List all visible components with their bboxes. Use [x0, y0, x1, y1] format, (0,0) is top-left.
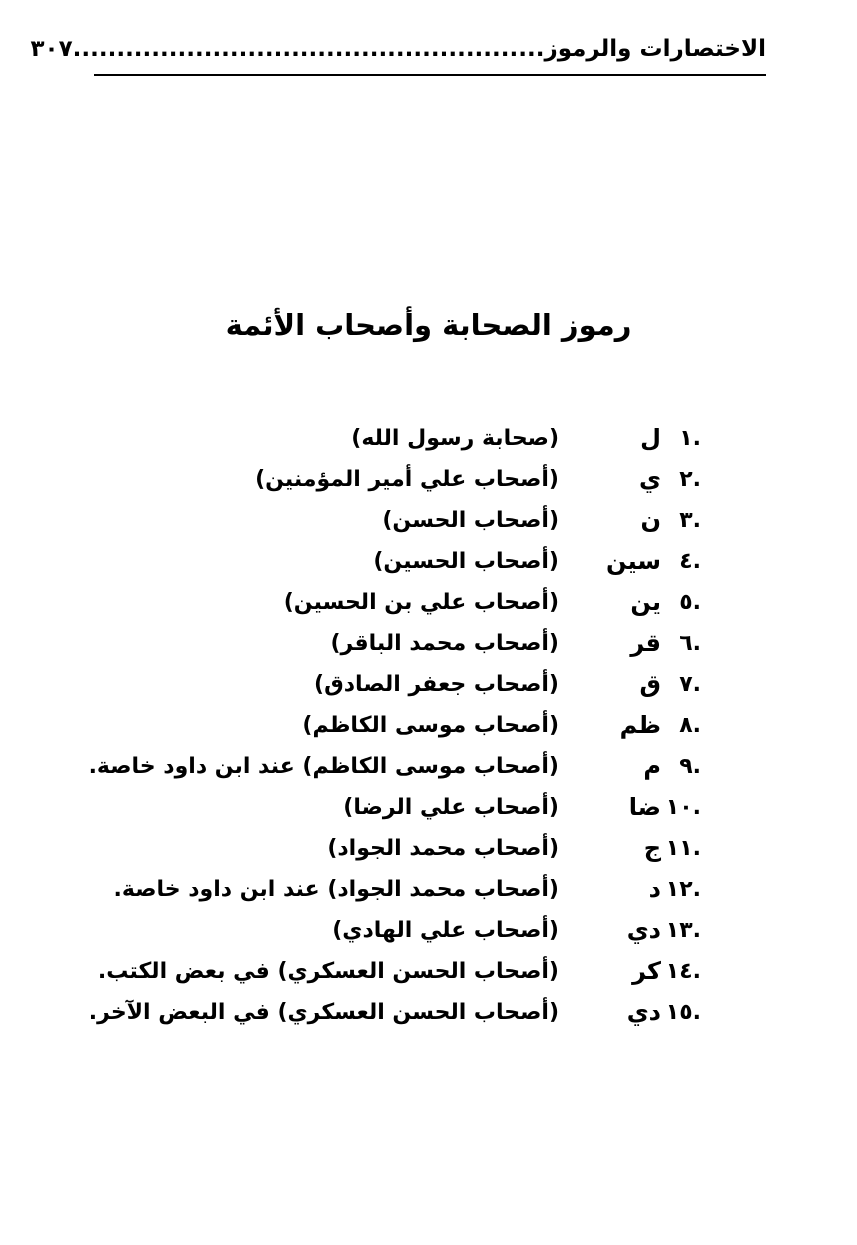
- item-number: ١٥.: [665, 1000, 701, 1025]
- item-number: ١.: [679, 426, 701, 451]
- list-item: [0, 506, 857, 544]
- list-item: [0, 711, 857, 749]
- list-item: [0, 465, 857, 503]
- item-description: (أصحاب الحسين): [373, 549, 559, 574]
- item-description: (أصحاب موسى الكاظم) عند ابن داود خاصة.: [88, 754, 559, 779]
- item-symbol: سين: [606, 547, 661, 575]
- item-number: ٤.: [679, 549, 701, 574]
- item-symbol: كر: [632, 957, 661, 985]
- item-description: (أصحاب الحسن العسكري) في بعض الكتب.: [97, 959, 559, 984]
- item-number: ٣.: [679, 508, 701, 533]
- list-item: [0, 547, 857, 585]
- item-description: (أصحاب علي بن الحسين): [283, 590, 559, 615]
- item-description: (أصحاب علي الهادي): [332, 918, 559, 943]
- item-description: (أصحاب موسى الكاظم): [302, 713, 559, 738]
- item-description: (أصحاب علي أمير المؤمنين): [255, 467, 559, 492]
- item-description: (أصحاب محمد الجواد): [327, 836, 559, 861]
- item-description: (أصحاب محمد الجواد) عند ابن داود خاصة.: [113, 877, 559, 902]
- item-number: ٨.: [679, 713, 701, 738]
- item-symbol: ظم: [619, 711, 661, 739]
- item-symbol: ج: [643, 834, 661, 862]
- page-header: [30, 30, 766, 76]
- item-symbol: د: [648, 875, 661, 903]
- list-item: [0, 793, 857, 831]
- item-symbol: ين: [630, 588, 661, 616]
- item-description: (أصحاب الحسن): [382, 508, 559, 533]
- list-item: [0, 957, 857, 995]
- list-item: [0, 875, 857, 913]
- item-number: ١٣.: [665, 918, 701, 943]
- list-item: [0, 424, 857, 462]
- item-description: (أصحاب الحسن العسكري) في البعض الآخر.: [88, 1000, 559, 1025]
- item-symbol: ق: [639, 670, 661, 698]
- item-symbol: قر: [630, 629, 661, 657]
- item-symbol: دي: [626, 916, 661, 944]
- item-number: ٢.: [679, 467, 701, 492]
- item-number: ٩.: [679, 754, 701, 779]
- item-number: ٦.: [679, 631, 701, 656]
- item-symbol: ن: [640, 506, 661, 534]
- item-number: ٧.: [679, 672, 701, 697]
- item-number: ١٤.: [665, 959, 701, 984]
- list-item: [0, 670, 857, 708]
- list-item: [0, 629, 857, 667]
- item-number: ٥.: [679, 590, 701, 615]
- list-item: [0, 588, 857, 626]
- running-header: الاختصارات والرموز......................................................٣٠٧: [30, 36, 766, 62]
- item-symbol: ي: [639, 465, 661, 493]
- item-number: ١٢.: [665, 877, 701, 902]
- list-item: [0, 834, 857, 872]
- item-description: (صحابة رسول الله): [351, 426, 559, 451]
- list-item: [0, 752, 857, 790]
- item-symbol: م: [643, 752, 661, 780]
- list-item: [0, 916, 857, 954]
- item-description: (أصحاب جعفر الصادق): [314, 672, 559, 697]
- section-title: رموز الصحابة وأصحاب الأئمة: [225, 308, 632, 342]
- item-number: ١١.: [665, 836, 701, 861]
- item-symbol: ل: [640, 424, 661, 452]
- item-description: (أصحاب محمد الباقر): [330, 631, 559, 656]
- item-symbol: ضا: [628, 793, 661, 821]
- item-symbol: دي: [626, 998, 661, 1026]
- list-item: [0, 998, 857, 1036]
- item-description: (أصحاب علي الرضا): [343, 795, 559, 820]
- item-number: ١٠.: [665, 795, 701, 820]
